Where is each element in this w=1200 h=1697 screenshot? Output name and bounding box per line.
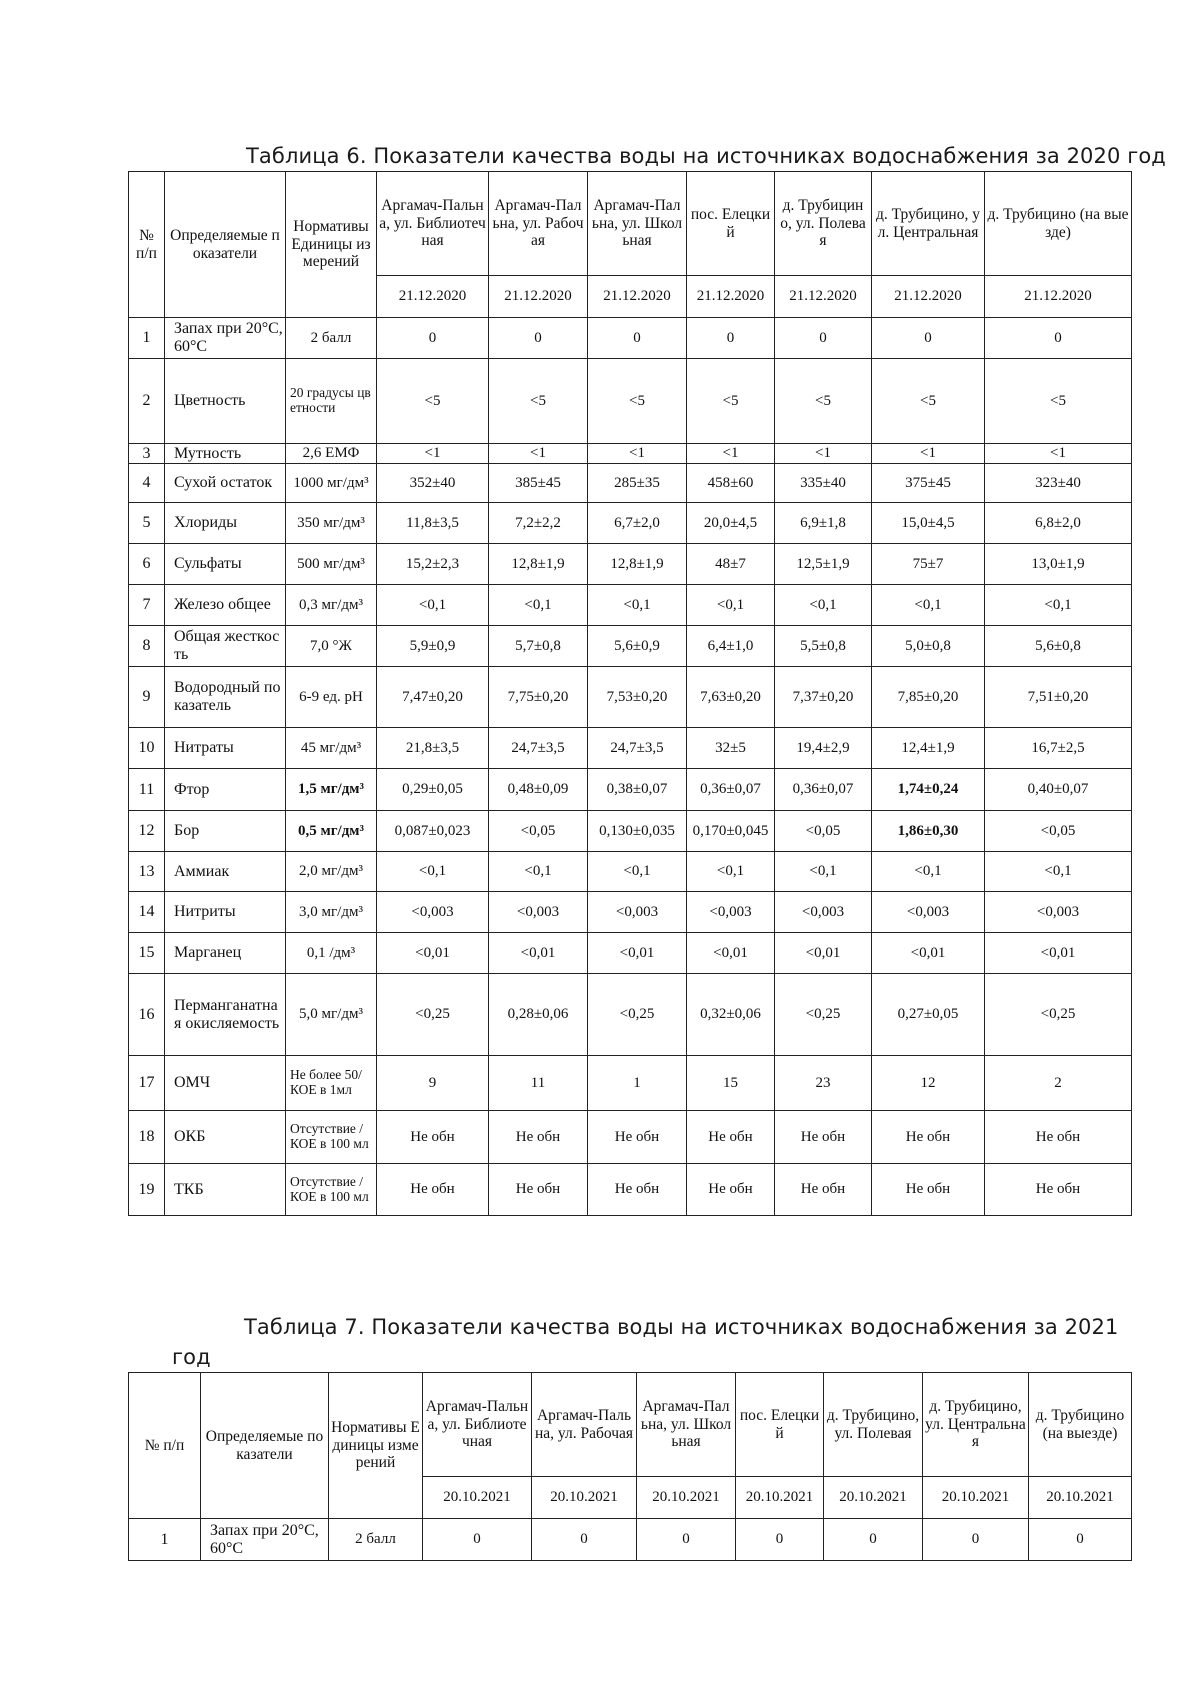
header-date: 20.10.2021 — [532, 1477, 637, 1519]
row-value: Не обн — [588, 1111, 687, 1164]
table-row — [129, 318, 1132, 359]
row-value: 0 — [687, 318, 775, 359]
row-value: 0 — [985, 318, 1132, 359]
row-value: 385±45 — [489, 464, 588, 503]
row-value: <0,01 — [687, 933, 775, 974]
row-value: 0,36±0,07 — [687, 769, 775, 811]
row-norm: 1,5 мг/дм³ — [286, 769, 377, 811]
row-value: 19,4±2,9 — [775, 728, 872, 769]
row-value: <0,1 — [377, 585, 489, 626]
header-date: 20.10.2021 — [923, 1477, 1029, 1519]
row-value: 6,7±2,0 — [588, 503, 687, 544]
row-value: 7,85±0,20 — [872, 667, 985, 728]
row-value: <5 — [489, 359, 588, 444]
table-row — [129, 892, 1132, 933]
table-row — [129, 769, 1132, 811]
row-indicator: Общая жесткость — [165, 626, 286, 667]
row-value: 7,47±0,20 — [377, 667, 489, 728]
row-norm: 2 балл — [286, 318, 377, 359]
row-value: 24,7±3,5 — [588, 728, 687, 769]
row-value: 6,4±1,0 — [687, 626, 775, 667]
row-value: 7,75±0,20 — [489, 667, 588, 728]
row-number: 3 — [129, 444, 165, 464]
row-number: 19 — [129, 1164, 165, 1216]
row-norm: 20 градусы цветности — [286, 359, 377, 444]
row-value: 12,4±1,9 — [872, 728, 985, 769]
row-value: 2 — [985, 1056, 1132, 1111]
row-value: <0,01 — [985, 933, 1132, 974]
row-value: <0,1 — [588, 852, 687, 892]
header-date: 20.10.2021 — [423, 1477, 532, 1519]
header-site: Аргамач-Пальна, ул. Рабочая — [532, 1373, 637, 1477]
row-value: Не обн — [985, 1164, 1132, 1216]
row-indicator: Сухой остаток — [165, 464, 286, 503]
row-value: 0 — [588, 318, 687, 359]
header-site: Аргамач-Пальна, ул. Школьная — [588, 172, 687, 276]
row-value: <0,1 — [985, 585, 1132, 626]
row-number: 16 — [129, 974, 165, 1056]
row-number: 8 — [129, 626, 165, 667]
row-value: Не обн — [377, 1111, 489, 1164]
row-norm: 0,5 мг/дм³ — [286, 811, 377, 852]
row-indicator: ОКБ — [165, 1111, 286, 1164]
header-site: пос. Елецкий — [736, 1373, 824, 1477]
header-date: 21.12.2020 — [687, 276, 775, 318]
row-value: 7,2±2,2 — [489, 503, 588, 544]
header-site: д. Трубицино, ул. Полевая — [775, 172, 872, 276]
header-number: № п/п — [129, 1373, 201, 1519]
row-value: 0 — [824, 1519, 923, 1561]
header-site: Аргамач-Пальна, ул. Библиотечная — [377, 172, 489, 276]
row-number: 12 — [129, 811, 165, 852]
row-value: 16,7±2,5 — [985, 728, 1132, 769]
row-value: 15,2±2,3 — [377, 544, 489, 585]
header-site: д. Трубицино, ул. Полевая — [824, 1373, 923, 1477]
row-norm: Отсутствие / КОЕ в 100 мл — [286, 1164, 377, 1216]
row-indicator: Хлориды — [165, 503, 286, 544]
row-value: 7,37±0,20 — [775, 667, 872, 728]
row-value: <1 — [588, 444, 687, 464]
row-norm: 500 мг/дм³ — [286, 544, 377, 585]
row-value: <0,1 — [872, 852, 985, 892]
row-value: <0,003 — [872, 892, 985, 933]
row-value: 21,8±3,5 — [377, 728, 489, 769]
row-value: Не обн — [687, 1164, 775, 1216]
row-number: 11 — [129, 769, 165, 811]
table-row — [129, 626, 1132, 667]
header-indicator: Определяемые показатели — [165, 172, 286, 318]
header-row — [129, 172, 1132, 276]
row-norm: Отсутствие / КОЕ в 100 мл — [286, 1111, 377, 1164]
row-value: 12,8±1,9 — [489, 544, 588, 585]
row-indicator: Запах при 20°С, 60°С — [201, 1519, 329, 1561]
row-value: 0,38±0,07 — [588, 769, 687, 811]
row-value: <1 — [872, 444, 985, 464]
table-row — [129, 1164, 1132, 1216]
row-value: 0 — [872, 318, 985, 359]
table-row — [129, 503, 1132, 544]
row-number: 4 — [129, 464, 165, 503]
row-norm: 3,0 мг/дм³ — [286, 892, 377, 933]
row-indicator: ОМЧ — [165, 1056, 286, 1111]
table-7-caption: Таблица 7. Показатели качества воды на источниках водоснабжения за 2021 — [244, 1315, 1119, 1339]
header-site: д. Трубицино (на выезде) — [1029, 1373, 1132, 1477]
row-number: 5 — [129, 503, 165, 544]
row-value: <0,1 — [489, 852, 588, 892]
header-date: 20.10.2021 — [824, 1477, 923, 1519]
row-value: 6,8±2,0 — [985, 503, 1132, 544]
header-date: 20.10.2021 — [637, 1477, 736, 1519]
row-indicator: Аммиак — [165, 852, 286, 892]
row-indicator: Бор — [165, 811, 286, 852]
row-value: Не обн — [985, 1111, 1132, 1164]
header-row — [129, 1373, 1132, 1477]
row-value: 6,9±1,8 — [775, 503, 872, 544]
row-norm: 2 балл — [329, 1519, 423, 1561]
row-value: 11,8±3,5 — [377, 503, 489, 544]
row-value: 458±60 — [687, 464, 775, 503]
water-quality-table-2020 — [128, 171, 1132, 1216]
row-value: 48±7 — [687, 544, 775, 585]
header-indicator: Определяемые показатели — [201, 1373, 329, 1519]
row-value: 5,6±0,8 — [985, 626, 1132, 667]
header-site: д. Трубицино (на выезде) — [985, 172, 1132, 276]
row-value: 5,5±0,8 — [775, 626, 872, 667]
row-norm: 45 мг/дм³ — [286, 728, 377, 769]
row-value: <0,1 — [489, 585, 588, 626]
row-norm: 1000 мг/дм³ — [286, 464, 377, 503]
row-value: 0 — [489, 318, 588, 359]
row-value: Не обн — [489, 1164, 588, 1216]
row-value: 0,36±0,07 — [775, 769, 872, 811]
row-value: <0,003 — [489, 892, 588, 933]
row-value: <0,01 — [872, 933, 985, 974]
row-value: <0,003 — [588, 892, 687, 933]
row-value: <0,01 — [377, 933, 489, 974]
header-site: д. Трубицино, ул. Центральная — [923, 1373, 1029, 1477]
header-site: пос. Елецкий — [687, 172, 775, 276]
row-value: <5 — [985, 359, 1132, 444]
row-value: 12,5±1,9 — [775, 544, 872, 585]
header-site: Аргамач-Пальна, ул. Рабочая — [489, 172, 588, 276]
row-value: 352±40 — [377, 464, 489, 503]
row-value: 0 — [775, 318, 872, 359]
row-value: 323±40 — [985, 464, 1132, 503]
row-indicator: Водородный показатель — [165, 667, 286, 728]
row-value: 12,8±1,9 — [588, 544, 687, 585]
row-value: 0 — [377, 318, 489, 359]
row-value: 7,63±0,20 — [687, 667, 775, 728]
row-indicator: ТКБ — [165, 1164, 286, 1216]
row-value: 0,29±0,05 — [377, 769, 489, 811]
row-value: <5 — [687, 359, 775, 444]
header-site: Аргамач-Пальна, ул. Школьная — [637, 1373, 736, 1477]
table-6-caption: Таблица 6. Показатели качества воды на источниках водоснабжения за 2020 год — [246, 144, 1166, 168]
row-value: Не обн — [377, 1164, 489, 1216]
row-value: <1 — [489, 444, 588, 464]
table-row — [129, 1519, 1132, 1561]
header-date: 21.12.2020 — [377, 276, 489, 318]
row-value: 1,86±0,30 — [872, 811, 985, 852]
row-value: <0,05 — [489, 811, 588, 852]
row-number: 17 — [129, 1056, 165, 1111]
row-value: 0 — [637, 1519, 736, 1561]
water-quality-table-2021 — [128, 1372, 1132, 1561]
row-value: Не обн — [872, 1111, 985, 1164]
table-row — [129, 667, 1132, 728]
header-norm: Нормативы Единицы измерений — [286, 172, 377, 318]
row-value: 11 — [489, 1056, 588, 1111]
table-row — [129, 359, 1132, 444]
table-row — [129, 1111, 1132, 1164]
table-row — [129, 585, 1132, 626]
row-value: <0,1 — [687, 852, 775, 892]
row-value: <0,01 — [489, 933, 588, 974]
row-value: Не обн — [489, 1111, 588, 1164]
row-value: <0,05 — [775, 811, 872, 852]
table-row — [129, 811, 1132, 852]
row-indicator: Нитраты — [165, 728, 286, 769]
row-number: 7 — [129, 585, 165, 626]
row-value: <5 — [775, 359, 872, 444]
row-value: <0,1 — [872, 585, 985, 626]
row-value: <0,1 — [687, 585, 775, 626]
row-indicator: Нитриты — [165, 892, 286, 933]
row-value: 0,28±0,06 — [489, 974, 588, 1056]
row-indicator: Сульфаты — [165, 544, 286, 585]
row-indicator: Фтор — [165, 769, 286, 811]
row-value: 15 — [687, 1056, 775, 1111]
row-indicator: Цветность — [165, 359, 286, 444]
row-value: 24,7±3,5 — [489, 728, 588, 769]
row-norm: 0,1 /дм³ — [286, 933, 377, 974]
row-value: <0,003 — [377, 892, 489, 933]
row-number: 1 — [129, 318, 165, 359]
row-value: Не обн — [775, 1111, 872, 1164]
row-norm: 350 мг/дм³ — [286, 503, 377, 544]
table-row — [129, 933, 1132, 974]
row-value: <1 — [687, 444, 775, 464]
row-value: 285±35 — [588, 464, 687, 503]
row-value: <0,1 — [377, 852, 489, 892]
row-value: <5 — [588, 359, 687, 444]
table-7-caption-continued: год — [172, 1345, 211, 1369]
row-value: 0 — [1029, 1519, 1132, 1561]
row-number: 2 — [129, 359, 165, 444]
row-value: <0,003 — [985, 892, 1132, 933]
row-value: Не обн — [775, 1164, 872, 1216]
row-number: 15 — [129, 933, 165, 974]
row-value: <1 — [377, 444, 489, 464]
row-value: 0 — [423, 1519, 532, 1561]
row-value: 7,53±0,20 — [588, 667, 687, 728]
row-norm: 5,0 мг/дм³ — [286, 974, 377, 1056]
row-value: <1 — [775, 444, 872, 464]
row-value: 0,170±0,045 — [687, 811, 775, 852]
row-value: 0 — [923, 1519, 1029, 1561]
row-value: <5 — [872, 359, 985, 444]
row-value: <5 — [377, 359, 489, 444]
row-value: 5,9±0,9 — [377, 626, 489, 667]
row-value: 1,74±0,24 — [872, 769, 985, 811]
row-value: 0 — [532, 1519, 637, 1561]
row-value: 12 — [872, 1056, 985, 1111]
row-value: 13,0±1,9 — [985, 544, 1132, 585]
table-row — [129, 852, 1132, 892]
header-date: 20.10.2021 — [1029, 1477, 1132, 1519]
row-number: 18 — [129, 1111, 165, 1164]
row-value: <0,25 — [377, 974, 489, 1056]
header-date: 21.12.2020 — [985, 276, 1132, 318]
row-value: <0,25 — [775, 974, 872, 1056]
row-value: 0,130±0,035 — [588, 811, 687, 852]
row-value: 75±7 — [872, 544, 985, 585]
row-value: 1 — [588, 1056, 687, 1111]
row-value: 7,51±0,20 — [985, 667, 1132, 728]
row-norm: 2,6 ЕМФ — [286, 444, 377, 464]
row-value: <0,1 — [775, 852, 872, 892]
row-value: Не обн — [872, 1164, 985, 1216]
row-value: 375±45 — [872, 464, 985, 503]
row-value: 0,32±0,06 — [687, 974, 775, 1056]
row-indicator: Железо общее — [165, 585, 286, 626]
row-value: Не обн — [588, 1164, 687, 1216]
row-value: 0,48±0,09 — [489, 769, 588, 811]
row-value: <1 — [985, 444, 1132, 464]
header-date: 21.12.2020 — [872, 276, 985, 318]
row-value: 0,27±0,05 — [872, 974, 985, 1056]
row-indicator: Перманганатная окисляемость — [165, 974, 286, 1056]
row-value: <0,01 — [775, 933, 872, 974]
row-value: 32±5 — [687, 728, 775, 769]
row-number: 9 — [129, 667, 165, 728]
row-value: 335±40 — [775, 464, 872, 503]
row-value: 5,0±0,8 — [872, 626, 985, 667]
table-row — [129, 464, 1132, 503]
header-site: д. Трубицино, ул. Центральная — [872, 172, 985, 276]
row-value: <0,25 — [588, 974, 687, 1056]
row-number: 10 — [129, 728, 165, 769]
row-number: 6 — [129, 544, 165, 585]
row-value: <0,003 — [775, 892, 872, 933]
header-date: 21.12.2020 — [489, 276, 588, 318]
row-norm: 0,3 мг/дм³ — [286, 585, 377, 626]
header-date: 20.10.2021 — [736, 1477, 824, 1519]
row-indicator: Запах при 20°С, 60°С — [165, 318, 286, 359]
row-value: 20,0±4,5 — [687, 503, 775, 544]
row-value: 5,7±0,8 — [489, 626, 588, 667]
row-value: <0,1 — [588, 585, 687, 626]
row-value: <0,1 — [985, 852, 1132, 892]
row-value: 9 — [377, 1056, 489, 1111]
row-value: <0,01 — [588, 933, 687, 974]
row-value: 23 — [775, 1056, 872, 1111]
row-indicator: Марганец — [165, 933, 286, 974]
table-row — [129, 728, 1132, 769]
row-value: 0,087±0,023 — [377, 811, 489, 852]
row-value: <0,05 — [985, 811, 1132, 852]
row-value: 0 — [736, 1519, 824, 1561]
header-norm: Нормативы Единицы измерений — [329, 1373, 423, 1519]
row-value: 5,6±0,9 — [588, 626, 687, 667]
header-date: 21.12.2020 — [588, 276, 687, 318]
row-value: <0,25 — [985, 974, 1132, 1056]
row-norm: 7,0 °Ж — [286, 626, 377, 667]
row-norm: 2,0 мг/дм³ — [286, 852, 377, 892]
row-value: 15,0±4,5 — [872, 503, 985, 544]
row-number: 1 — [129, 1519, 201, 1561]
row-indicator: Мутность — [165, 444, 286, 464]
row-number: 13 — [129, 852, 165, 892]
row-norm: Не более 50/ КОЕ в 1мл — [286, 1056, 377, 1111]
header-number: № п/п — [129, 172, 165, 318]
row-norm: 6-9 ед. pH — [286, 667, 377, 728]
row-value: 0,40±0,07 — [985, 769, 1132, 811]
table-row — [129, 544, 1132, 585]
row-value: <0,1 — [775, 585, 872, 626]
table-row — [129, 444, 1132, 464]
header-site: Аргамач-Пальна, ул. Библиотечная — [423, 1373, 532, 1477]
row-value: Не обн — [687, 1111, 775, 1164]
table-row — [129, 1056, 1132, 1111]
row-value: <0,003 — [687, 892, 775, 933]
row-number: 14 — [129, 892, 165, 933]
header-date: 21.12.2020 — [775, 276, 872, 318]
table-row — [129, 974, 1132, 1056]
